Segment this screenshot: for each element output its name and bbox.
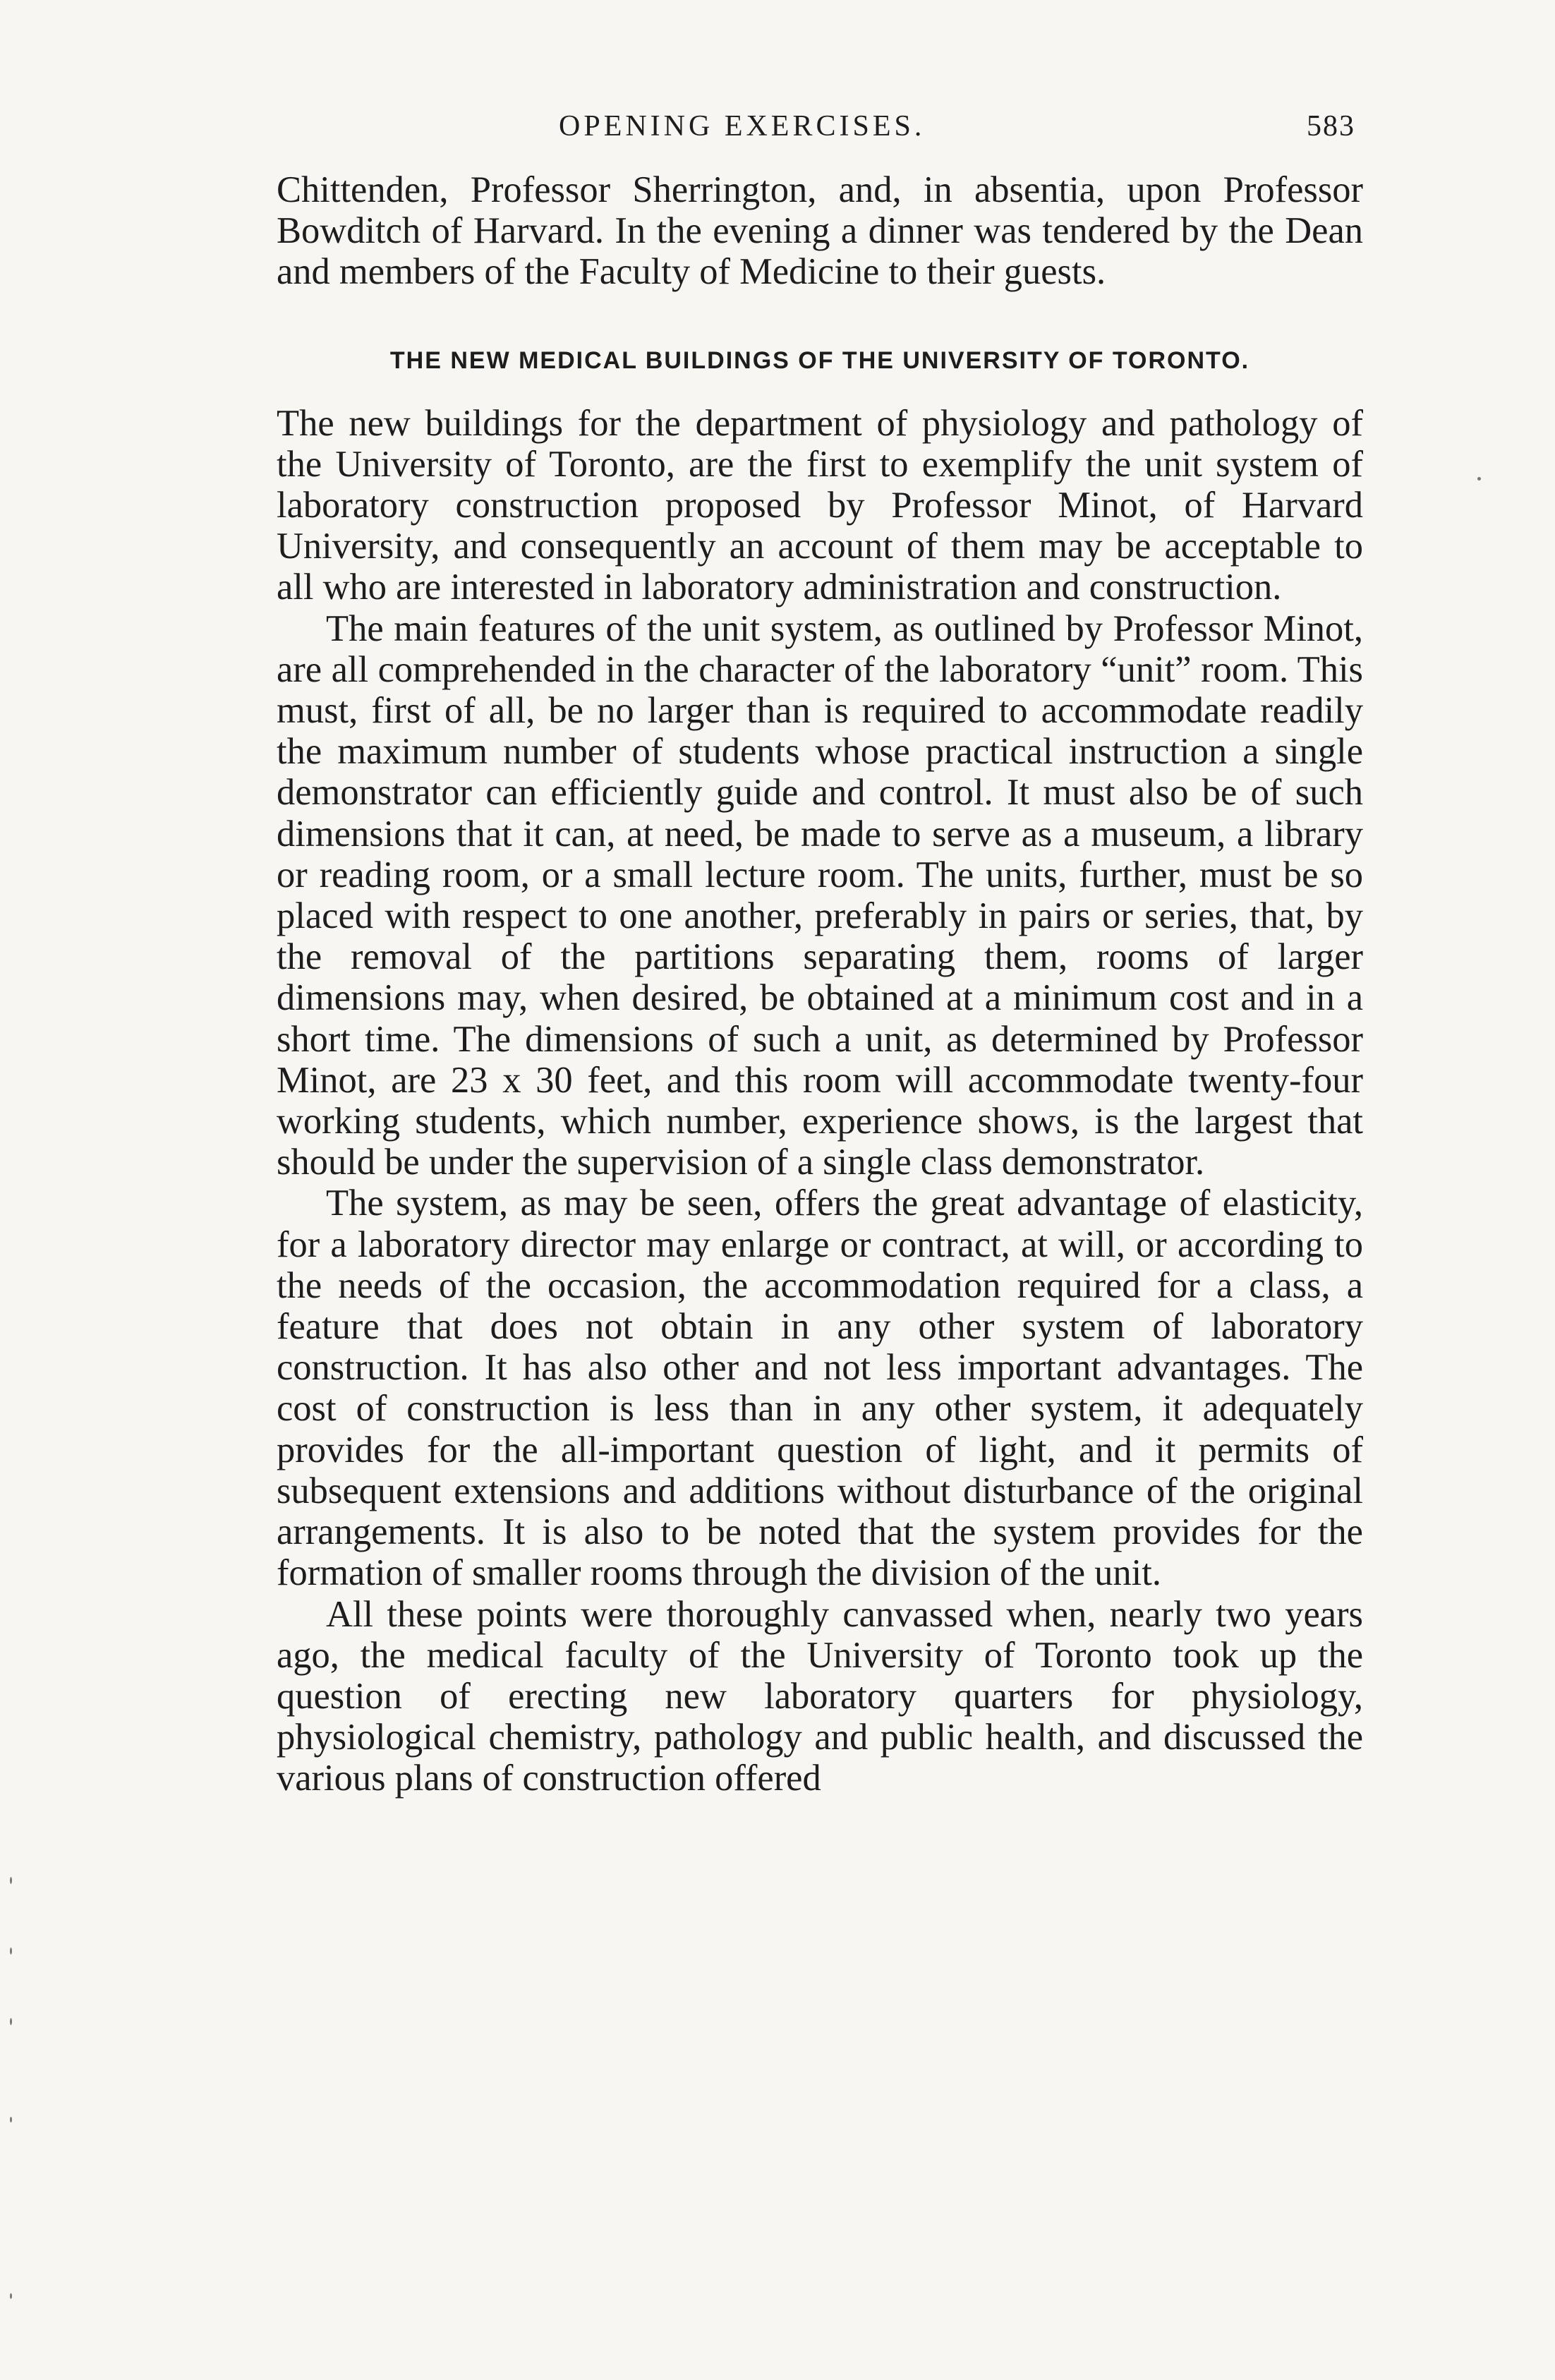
scan-speckle xyxy=(10,2018,12,2025)
paragraph-1: The new buildings for the department of physiology and pathology of the University of Toronto, are the first to exemplify the unit system of laboratory construction proposed by Professor Minot, of Harvard University, and consequently an account of them may be acceptable to all who are interested in laboratory administration and construction. xyxy=(277,402,1363,608)
scan-speckle xyxy=(10,1877,12,1884)
scan-speckle xyxy=(10,2293,12,2299)
text-column xyxy=(277,169,1363,1799)
page-number: 583 xyxy=(1307,110,1355,143)
paragraph-3: The system, as may be seen, offers the great advantage of elasticity, for a laboratory director may enlarge or contract, at will, or according to the needs of the occasion, the accommodation required for a class, a feature that does not obtain in any other system of laboratory construction. It has also other and not less important advantages. The cost of construction is less than in any other system, it adequately provides for the all-important question of light, and it permits of subsequent extensions and additions without disturbance of the original arrangements. It is also to be noted that the system provides for the formation of smaller rooms through the division of the unit. xyxy=(277,1183,1363,1594)
scan-speckle xyxy=(1477,477,1481,481)
paragraph-2: The main features of the unit system, as outlined by Professor Minot, are all comprehended in the character of the laboratory “unit” room. This must, first of all, be no larger than is required to accommodate readily the maximum number of students whose practical instruction a single demonstrator can efficiently guide and control. It must also be of such dimensions that it can, at need, be made to serve as a museum, a library or reading room, or a small lecture room. The units, further, must be so placed with respect to one another, preferably in pairs or series, that, by the removal of the partitions separating them, rooms of larger dimensions may, when desired, be obtained at a minimum cost and in a short time. The dimensions of such a unit, as determined by Professor Minot, are 23 x 30 feet, and this room will accommodate twenty-four working students, which number, experience shows, is the largest that should be under the supervision of a single class demonstrator. xyxy=(277,608,1363,1183)
scan-speckle xyxy=(10,1947,12,1955)
scan-speckle xyxy=(10,2117,12,2122)
carryover-paragraph: Chittenden, Professor Sherrington, and, in absentia, upon Professor Bowditch of Harvard. In the evening a dinner was tendered by the Dean and members of the Faculty of Medicine to their guests. xyxy=(277,169,1363,293)
section-heading: THE NEW MEDICAL BUILDINGS OF THE UNIVERSITY OF TORONTO. xyxy=(389,346,1250,374)
running-title: OPENING EXERCISES. xyxy=(559,110,926,143)
paragraph-4: All these points were thoroughly canvassed when, nearly two years ago, the medical faculty of the University of Toronto took up the question of erecting new laboratory quarters for physiology, physiological chemistry, pathology and public health, and discussed the various plans of construction offered xyxy=(277,1593,1363,1799)
